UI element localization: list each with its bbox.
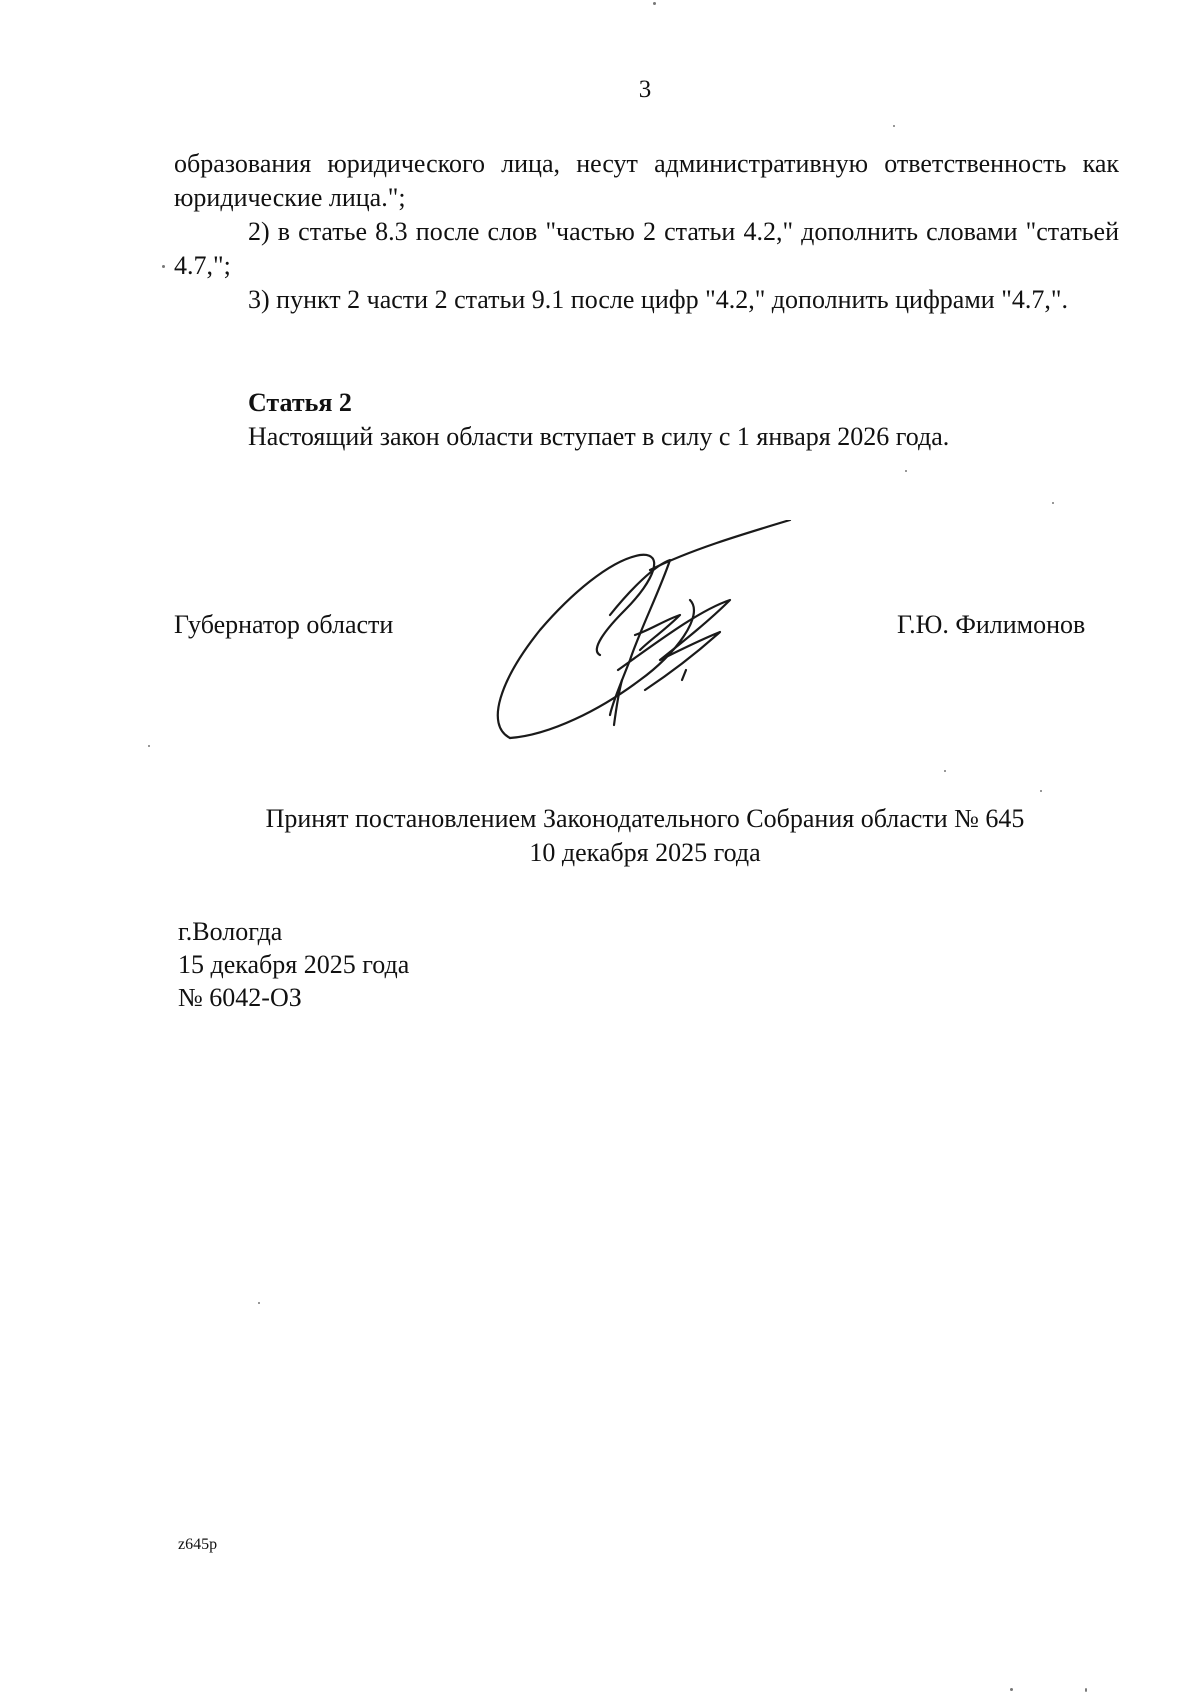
scan-speck — [905, 470, 907, 472]
paragraph-continuation: образования юридического лица, несут административную ответственность как юридические лица."; — [174, 149, 1119, 212]
scan-speck — [162, 265, 165, 268]
paragraph-item-2: 2) в статье 8.3 после слов "частью 2 статьи 4.2," дополнить словами "статьей 4.7,"; — [174, 217, 1119, 280]
article-2-heading: Статья 2 — [248, 388, 352, 417]
adoption-line-2: 10 декабря 2025 года — [529, 838, 761, 867]
signer-position: Губернатор области — [174, 610, 394, 639]
scan-speck — [148, 745, 150, 747]
handwritten-signature — [490, 520, 830, 750]
scan-speck — [1040, 790, 1042, 792]
law-number: № 6042-ОЗ — [178, 983, 302, 1012]
signer-name: Г.Ю. Филимонов — [897, 610, 1086, 639]
scan-speck — [944, 770, 946, 772]
paragraph-item-3: 3) пункт 2 части 2 статьи 9.1 после цифр "4.2," дополнить цифрами "4.7,". — [248, 285, 1068, 314]
amendments-text — [174, 147, 1119, 317]
scan-speck — [653, 2, 656, 5]
scan-speck — [258, 1302, 260, 1304]
adoption-line-1: Принят постановлением Законодательного Собрания области № 645 — [265, 804, 1025, 833]
scan-speck — [1010, 1688, 1013, 1691]
page-number: 3 — [638, 76, 652, 103]
place-date-block — [178, 915, 409, 1014]
scan-speck — [893, 125, 895, 127]
adoption-statement — [0, 802, 1200, 870]
scan-speck — [1085, 1688, 1087, 1692]
signing-date: 15 декабря 2025 года — [178, 950, 410, 979]
city: г.Вологда — [178, 917, 283, 946]
scan-speck — [1052, 502, 1054, 504]
footer-code: z645p — [178, 1536, 218, 1553]
article-2-text: Настоящий закон области вступает в силу с 1 января 2026 года. — [248, 422, 950, 451]
